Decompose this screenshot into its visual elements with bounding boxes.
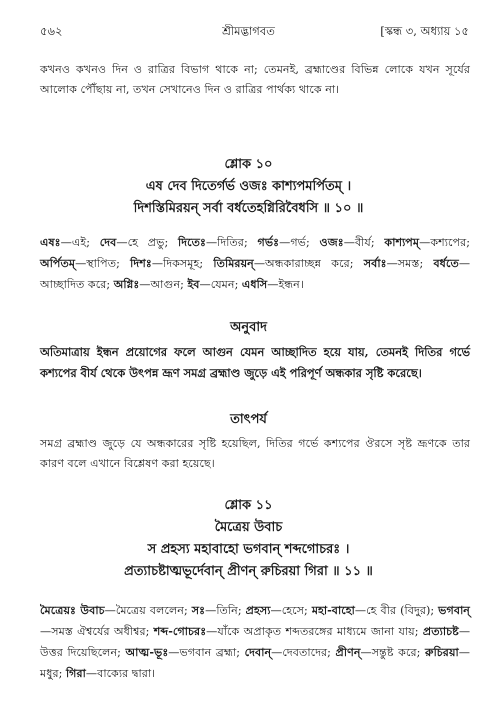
verse-10-line-2: দিশস্তিমিরয়ন্ সর্বা বর্ধতেহগ্নিরিবৈধসি ॥ ১০ ॥ (133, 201, 364, 216)
synonym-meaning: সন্তুষ্ট করে (371, 646, 417, 659)
synonym-meaning: কশ্যপের (430, 236, 467, 249)
synonym-meaning: যাঁকে অপ্রাকৃত শব্দতরঙ্গের মাধ্যমে জানা যায় (217, 625, 415, 638)
synonym-term: সঃ (191, 603, 206, 617)
synonym-term: অগ্নিঃ (113, 277, 140, 291)
synonym-meaning: অন্ধকারাচ্ছন্ন করে (265, 257, 350, 270)
synonym-term: এধসি (241, 277, 268, 291)
synonym-meaning: এই (71, 236, 87, 249)
synonym-meaning: স্থাপিত (86, 257, 117, 270)
synonym-term: দেবান্ (244, 645, 272, 659)
synonym-meaning: মধুর (40, 667, 59, 680)
synonym-meaning: হে বীর (বিদুর) (366, 604, 431, 617)
synonym-term: প্রত্যাচষ্ট (422, 624, 459, 638)
synonym-term: দিতেঃ (178, 235, 206, 249)
synonym-term: প্রহস্য (245, 603, 271, 617)
verse-10-line-1: এষ দেব দিতের্গর্ভ ওজঃ কাশ্যপমর্পিতম্ । (145, 179, 352, 194)
synonym-term: শব্দ-গোচরঃ (153, 624, 207, 638)
synonym-meaning: ভগবান ব্রহ্মা (179, 646, 237, 659)
verse-11-speaker: মৈত্রেয় উবাচ (214, 520, 283, 535)
synonym-meaning: দিতির (217, 236, 244, 249)
purport-label: তাৎপর্য (230, 412, 267, 427)
translation-label: অনুবাদ (230, 320, 267, 335)
page-header (0, 22, 497, 40)
verse-10-translation: অতিমাত্রায় ইন্ধন প্রয়োগের ফলে আগুন যেমন আচ্ছাদিত হয়ে যায়, তেমনই দিতির গর্ভে কশ্যপের বীর্য থেকে উৎপন্ন ভ্রূণ সমগ্র ব্রহ্মাণ্ড জুড়ে এই পরিপূর্ণ অন্ধকার সৃষ্টি করেছে। (40, 345, 470, 380)
intro-paragraph: কখনও কখনও দিন ও রাত্রির বিভাগ থাকে না; তেমনই, ব্রহ্মাণ্ডের বিভিন্ন লোকে যখন সূর্যের আলোক পৌঁছায় না, তখন সেখানেও দিন ও রাত্রির পার্থক্য থাকে না। (40, 63, 470, 96)
verse-11-text (0, 517, 497, 583)
synonym-meaning: সমস্ত ঐশ্বর্যের অধীশ্বর (51, 625, 146, 638)
synonym-meaning: গর্ভ (290, 236, 306, 249)
synonym-term: ইব (187, 277, 200, 291)
synonym-meaning: ইন্ধন (278, 278, 300, 291)
synonym-term: মহা-বাহো (311, 603, 355, 617)
synonym-term: ভগবান্ (438, 603, 470, 617)
synonym-meaning: হে প্রভু (127, 236, 165, 249)
synonym-term: বর্ধতে (433, 256, 459, 270)
synonym-meaning: হেসে (281, 604, 304, 617)
synonym-term: দিশঃ (130, 256, 152, 270)
synonym-meaning: আগুন (150, 278, 181, 291)
synonym-term: গিরা (65, 666, 86, 680)
verse-10-synonyms: এষঃ—এই; দেব—হে প্রভু; দিতেঃ—দিতির; গর্ভঃ—গর্ভ; ওজঃ—বীর্য; কাশ্যপম্—কশ্যপের; অর্পিতম্—স্থাপিত; দিশঃ—দিকসমূহ; তিমিরয়ন্—অন্ধকারাচ্ছন্ন করে; সর্বাঃ—সমস্ত; বর্ধতে—আচ্ছাদিত করে; অগ্নিঃ—আগুন; ইব—যেমন; এধসি—ইন্ধন। (40, 235, 471, 291)
verse-11-synonyms: মৈত্রেয়ঃ উবাচ—মৈত্রেয় বললেন; সঃ—তিনি; প্রহস্য—হেসে; মহা-বাহো—হে বীর (বিদুর); ভগবান্—সমস্ত ঐশ্বর্যের অধীশ্বর; শব্দ-গোচরঃ—যাঁকে অপ্রাকৃত শব্দতরঙ্গের মাধ্যমে জানা যায়; প্রত্যাচষ্ট—উত্তর দিয়েছিলেন; আত্ম-ভূঃ—ভগবান ব্রহ্মা; দেবান্—দেবতাদের; প্রীণন্—সন্তুষ্ট করে; রুচিরয়া—মধুর; গিরা—বাক্যের দ্বারা। (40, 603, 471, 680)
synonym-term: প্রীণন্ (335, 645, 361, 659)
verse-11-label: শ্লোক ১১ (224, 498, 273, 513)
synonym-term: আত্ম-ভূঃ (125, 645, 169, 659)
synonym-meaning: আচ্ছাদিত করে (40, 278, 107, 291)
verse-11-line-2: প্রত্যাচষ্টাত্মভূর্দেবান্ প্রীণন্ রুচিরয়া গিরা ॥ ১১ ॥ (124, 564, 373, 579)
verse-10-text (0, 176, 497, 220)
synonym-term: সর্বাঃ (363, 256, 387, 270)
synonym-term: গর্ভঃ (257, 235, 280, 249)
synonym-meaning: মৈত্রেয় বললেন (115, 604, 184, 617)
synonym-term: দেব (99, 235, 117, 249)
page-number: ৫৬২ (40, 24, 63, 38)
synonym-term: কাশ্যপম্ (384, 235, 420, 249)
synonym-term: অর্পিতম্ (40, 256, 76, 270)
synonym-meaning: সমস্ত (397, 257, 420, 270)
synonym-meaning: দেবতাদের (282, 646, 328, 659)
verse-11-line-1: স প্রহস্য মহাবাহো ভগবান্ শব্দগোচরঃ । (147, 542, 350, 557)
synonym-term: ওজঃ (319, 235, 344, 249)
synonym-term: এষঃ (40, 235, 61, 249)
synonym-meaning: যেমন (210, 278, 235, 291)
synonym-term: তিমিরয়ন্ (213, 256, 254, 270)
verse-10-purport: সমগ্র ব্রহ্মাণ্ড জুড়ে যে অন্ধকারের সৃষ্টি হয়েছিল, দিতির গর্ভে কশ্যপের ঔরসে সৃষ্ট ভ্রূণকে তার কারণ বলে এখানে বিশ্লেষণ করা হয়েছে। (40, 437, 470, 470)
verse-10-label: শ্লোক ১০ (224, 157, 273, 172)
synonym-meaning: বাক্যের দ্বারা। (97, 667, 156, 680)
synonym-term: মৈত্রেয়ঃ উবাচ (40, 603, 105, 617)
synonym-meaning: উত্তর দিয়েছিলেন (40, 646, 118, 659)
synonym-meaning: দিকসমূহ (163, 257, 200, 270)
synonym-meaning: বীর্য (354, 236, 371, 249)
synonym-meaning: তিনি (216, 604, 238, 617)
chapter-reference: [স্কন্ধ ৩, অধ্যায় ১৫ (380, 24, 469, 38)
synonym-term: রুচিরয়া (424, 645, 459, 659)
book-title: শ্রীমদ্ভাগবত (222, 24, 275, 38)
